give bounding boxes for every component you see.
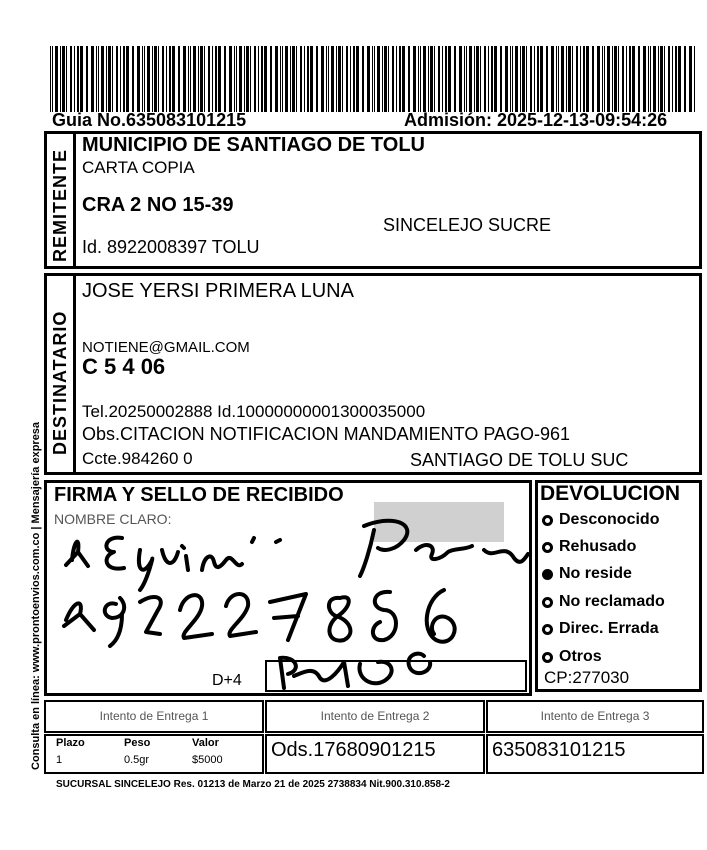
barcode-bar <box>668 46 670 112</box>
barcode-bar <box>660 46 663 112</box>
barcode-bar <box>98 46 99 112</box>
barcode-bar <box>664 46 665 112</box>
barcode-bar <box>275 46 278 112</box>
barcode-bar <box>326 46 327 112</box>
destinatario-office: SANTIAGO DE TOLU SUC <box>410 450 629 470</box>
remitente-id: Id. 8922008397 TOLU <box>82 237 260 257</box>
barcode-bar <box>551 46 554 112</box>
destinatario-address: C 5 4 06 <box>82 354 166 379</box>
barcode-bar <box>356 46 359 112</box>
barcode-bar <box>428 46 429 112</box>
barcode-bar <box>626 46 627 112</box>
barcode-bar <box>367 46 370 112</box>
barcode-bar <box>675 46 677 112</box>
barcode-bar <box>488 46 489 112</box>
barcode-bar <box>392 46 394 112</box>
barcode-bar <box>464 46 465 112</box>
barcode-bar <box>285 46 288 112</box>
barcode-bar <box>684 46 686 112</box>
admission-datetime: Admisión: 2025-12-13-09:54:26 <box>404 110 668 130</box>
barcode-bar <box>91 46 94 112</box>
barcode-bar <box>583 46 585 112</box>
barcode-bar <box>438 46 440 112</box>
barcode-bar <box>290 46 291 112</box>
barcode-bar <box>169 46 171 112</box>
barcode-bar <box>522 46 525 112</box>
barcode-bar <box>321 46 324 112</box>
barcode-bar <box>672 46 673 112</box>
barcode-bar <box>558 46 559 112</box>
barcode <box>50 46 700 112</box>
radio-circle-icon <box>542 569 553 580</box>
barcode-bar <box>648 46 649 112</box>
barcode-bar <box>353 46 355 112</box>
valor-label: Valor <box>192 737 219 749</box>
remitente-city: SINCELEJO SUCRE <box>383 215 552 235</box>
barcode-bar <box>537 46 539 112</box>
barcode-bar <box>188 46 189 112</box>
barcode-bar <box>474 46 475 112</box>
barcode-bar <box>342 46 343 112</box>
nombre-claro-label: NOMBRE CLARO: <box>54 511 172 527</box>
barcode-bar <box>653 46 656 112</box>
barcode-bar <box>505 46 508 112</box>
intento-label-1: Intento de Entrega 1 <box>99 709 209 723</box>
barcode-bar <box>70 46 72 112</box>
destinatario-ccte: Ccte.984260 0 <box>82 449 193 468</box>
destinatario-name: JOSE YERSI PRIMERA LUNA <box>82 280 354 302</box>
barcode-bar <box>120 46 121 112</box>
barcode-bar <box>106 46 107 112</box>
barcode-bar <box>142 46 143 112</box>
remitente-address: CRA 2 NO 15-39 <box>82 194 234 216</box>
barcode-bar <box>208 46 210 112</box>
barcode-bar <box>694 46 695 112</box>
destinatario-tel: Tel.20250002888 Id.10000000001300035000 <box>82 402 426 421</box>
barcode-bar <box>568 46 571 112</box>
barcode-bar <box>399 46 401 112</box>
barcode-bar <box>566 46 567 112</box>
barcode-bar <box>66 46 67 112</box>
valor-value: $5000 <box>192 754 223 766</box>
barcode-bar <box>658 46 659 112</box>
barcode-bar <box>484 46 486 112</box>
devolucion-option-no-reclamado[interactable]: No reclamado <box>542 593 665 611</box>
barcode-bar <box>480 46 481 112</box>
footer-text: SUCURSAL SINCELEJO Res. 01213 de Marzo 21 de 2025 2738834 Nit.900.310.858-2 <box>56 779 450 790</box>
barcode-bar <box>123 46 125 112</box>
peso-label: Peso <box>124 737 151 749</box>
barcode-bar <box>244 46 245 112</box>
barcode-bar <box>183 46 186 112</box>
barcode-bar <box>580 46 581 112</box>
destinatario-obs: Obs.CITACION NOTIFICACION MANDAMIENTO PAGO-961 <box>82 424 571 444</box>
barcode-bar <box>469 46 472 112</box>
barcode-bar <box>292 46 295 112</box>
remitente-name: MUNICIPIO DE SANTIAGO DE TOLU <box>82 134 425 156</box>
barcode-bar <box>258 46 259 112</box>
tracking-number: 635083101215 <box>492 739 626 761</box>
plazo-label: Plazo <box>56 737 85 749</box>
devolucion-option-otros[interactable]: Otros <box>542 648 602 666</box>
barcode-bar <box>212 46 213 112</box>
barcode-bar <box>55 46 58 112</box>
barcode-bar <box>377 46 380 112</box>
barcode-bar <box>280 46 281 112</box>
barcode-bar <box>434 46 435 112</box>
barcode-bar <box>270 46 272 112</box>
barcode-bar <box>108 46 111 112</box>
peso-value: 0.5gr <box>124 754 150 766</box>
barcode-bar <box>643 46 646 112</box>
barcode-bar <box>62 46 65 112</box>
barcode-bar <box>172 46 175 112</box>
barcode-bar <box>445 46 447 112</box>
remitente-type: CARTA COPIA <box>82 158 195 177</box>
barcode-bar <box>454 46 456 112</box>
side-url-text: Consulta en línea: www.prontoenvios.com.co | Mensajería expresa <box>30 421 42 770</box>
barcode-bar <box>530 46 532 112</box>
destinatario-label: DESTINATARIO <box>50 310 70 455</box>
radio-circle-icon <box>542 542 553 553</box>
barcode-bar <box>246 46 249 112</box>
barcode-bar <box>494 46 497 112</box>
firma-title: FIRMA Y SELLO DE RECIBIDO <box>54 484 344 506</box>
barcode-bar <box>154 46 157 112</box>
barcode-bar <box>586 46 589 112</box>
barcode-bar <box>158 46 159 112</box>
barcode-bar <box>296 46 297 112</box>
barcode-bar <box>423 46 426 112</box>
remitente-label: REMITENTE <box>50 148 70 262</box>
barcode-bar <box>362 46 364 112</box>
barcode-bar <box>77 46 79 112</box>
barcode-bar <box>162 46 164 112</box>
intento-label-2: Intento de Entrega 2 <box>320 709 430 723</box>
barcode-bar <box>396 46 397 112</box>
barcode-bar <box>112 46 113 112</box>
barcode-bar <box>307 46 309 112</box>
barcode-bar <box>234 46 235 112</box>
barcode-bar <box>520 46 521 112</box>
devolucion-option-no-reside[interactable]: No reside <box>542 565 632 583</box>
guia-number: Guia No.635083101215 <box>52 110 247 130</box>
d4-label: D+4 <box>212 672 242 689</box>
barcode-bar <box>346 46 348 112</box>
barcode-bar <box>52 46 53 112</box>
barcode-bar <box>430 46 433 112</box>
barcode-bar <box>316 46 318 112</box>
barcode-bar <box>300 46 302 112</box>
barcode-bar <box>336 46 337 112</box>
barcode-bar <box>204 46 205 112</box>
radio-circle-icon <box>542 624 553 635</box>
barcode-bar <box>254 46 256 112</box>
ods-number: Ods.17680901215 <box>271 739 436 761</box>
devolucion-title: DEVOLUCION <box>540 482 681 505</box>
barcode-bar <box>261 46 263 112</box>
barcode-bar <box>116 46 118 112</box>
barcode-bar <box>374 46 375 112</box>
devolucion-cp: CP:277030 <box>544 668 630 687</box>
barcode-bar <box>239 46 242 112</box>
remitente-divider <box>73 131 76 269</box>
barcode-bar <box>402 46 405 112</box>
barcode-bar <box>629 46 631 112</box>
barcode-bar <box>152 46 153 112</box>
barcode-bar <box>126 46 129 112</box>
barcode-bar <box>612 46 613 112</box>
barcode-bar <box>540 46 543 112</box>
destinatario-email: NOTIENE@GMAIL.COM <box>82 339 250 356</box>
barcode-bar <box>491 46 493 112</box>
barcode-bar <box>384 46 387 112</box>
plazo-value: 1 <box>56 754 63 766</box>
barcode-bar <box>572 46 573 112</box>
devolucion-option-direc-errada[interactable]: Direc. Errada <box>542 620 659 638</box>
barcode-bar <box>388 46 389 112</box>
barcode-bar <box>310 46 313 112</box>
barcode-bar <box>678 46 681 112</box>
barcode-bar <box>74 46 75 112</box>
barcode-bar <box>459 46 462 112</box>
barcode-bar <box>50 46 51 112</box>
barcode-bar <box>250 46 251 112</box>
barcode-bar <box>442 46 443 112</box>
barcode-bar <box>372 46 373 112</box>
barcode-bar <box>510 46 511 112</box>
barcode-bar <box>60 46 61 112</box>
devolucion-option-desconocido[interactable]: Desconocido <box>542 511 659 529</box>
barcode-bar <box>546 46 548 112</box>
barcode-bar <box>338 46 341 112</box>
destinatario-divider <box>73 273 76 475</box>
barcode-bar <box>190 46 191 112</box>
barcode-bar <box>512 46 513 112</box>
barcode-bar <box>604 46 605 112</box>
barcode-bar <box>618 46 619 112</box>
barcode-bar <box>561 46 564 112</box>
barcode-bar <box>689 46 692 112</box>
barcode-bar <box>534 46 535 112</box>
barcode-bar <box>80 46 83 112</box>
barcode-bar <box>614 46 617 112</box>
handwritten-signature <box>44 480 532 696</box>
barcode-bar <box>556 46 557 112</box>
barcode-bar <box>592 46 594 112</box>
barcode-bar <box>418 46 419 112</box>
barcode-bar <box>147 46 150 112</box>
barcode-bar <box>264 46 267 112</box>
barcode-bar <box>229 46 232 112</box>
barcode-bar <box>576 46 578 112</box>
barcode-bar <box>166 46 167 112</box>
barcode-bar <box>638 46 640 112</box>
barcode-bar <box>236 46 237 112</box>
barcode-bar <box>86 46 88 112</box>
barcode-bar <box>132 46 134 112</box>
barcode-bar <box>101 46 104 112</box>
barcode-bar <box>607 46 610 112</box>
barcode-bar <box>144 46 145 112</box>
barcode-bar <box>420 46 421 112</box>
barcode-bar <box>282 46 283 112</box>
barcode-bar <box>350 46 351 112</box>
barcode-bar <box>597 46 600 112</box>
barcode-bar <box>476 46 479 112</box>
barcode-bar <box>448 46 451 112</box>
barcode-bar <box>215 46 217 112</box>
barcode-bar <box>331 46 334 112</box>
barcode-bar <box>96 46 97 112</box>
barcode-bar <box>466 46 467 112</box>
barcode-bar <box>382 46 383 112</box>
barcode-bar <box>304 46 305 112</box>
barcode-bar <box>408 46 410 112</box>
barcode-bar <box>200 46 203 112</box>
barcode-bar <box>602 46 603 112</box>
barcode-bar <box>413 46 416 112</box>
barcode-bar <box>515 46 518 112</box>
radio-circle-icon <box>542 515 553 526</box>
barcode-bar <box>178 46 180 112</box>
intento-label-3: Intento de Entrega 3 <box>540 709 650 723</box>
radio-circle-icon <box>542 597 553 608</box>
barcode-bar <box>137 46 140 112</box>
barcode-bar <box>224 46 226 112</box>
barcode-bar <box>218 46 221 112</box>
radio-circle-icon <box>542 652 553 663</box>
barcode-bar <box>193 46 196 112</box>
barcode-bar <box>198 46 199 112</box>
barcode-bar <box>328 46 329 112</box>
barcode-bar <box>622 46 624 112</box>
barcode-bar <box>650 46 651 112</box>
barcode-bar <box>500 46 502 112</box>
barcode-bar <box>632 46 635 112</box>
barcode-bar <box>526 46 527 112</box>
devolucion-option-rehusado[interactable]: Rehusado <box>542 538 636 556</box>
